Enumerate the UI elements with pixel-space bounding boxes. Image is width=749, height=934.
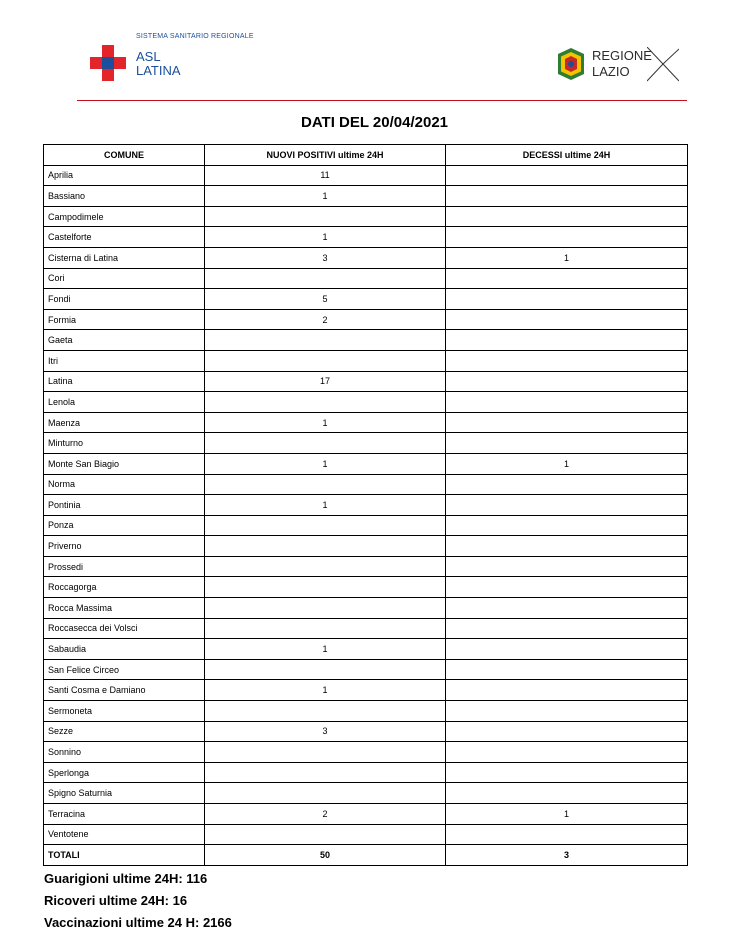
cell-decessi [446,350,688,371]
cell-decessi [446,268,688,289]
cell-comune: Monte San Biagio [44,453,205,474]
cell-nuovi-positivi [205,556,446,577]
ricoveri-summary: Ricoveri ultime 24H: 16 [44,893,188,908]
cell-nuovi-positivi [205,330,446,351]
cell-comune: Sonnino [44,742,205,763]
cell-comune: Spigno Saturnia [44,783,205,804]
cell-nuovi-positivi: 50 [205,845,446,866]
table-row [44,639,688,660]
cell-decessi [446,289,688,310]
cases-table [43,144,688,866]
cell-nuovi-positivi: 11 [205,165,446,186]
table-row [44,392,688,413]
cell-nuovi-positivi: 3 [205,247,446,268]
cell-nuovi-positivi [205,783,446,804]
table-row [44,165,688,186]
table-row [44,289,688,310]
cell-decessi [446,206,688,227]
table-row [44,412,688,433]
cell-comune: Cisterna di Latina [44,247,205,268]
cell-decessi [446,556,688,577]
cell-decessi [446,598,688,619]
cell-comune: Terracina [44,804,205,825]
cell-nuovi-positivi [205,598,446,619]
table-row [44,227,688,248]
cell-decessi [446,762,688,783]
cell-comune: Pontinia [44,495,205,516]
cell-decessi [446,495,688,516]
table-row [44,433,688,454]
cell-decessi [446,392,688,413]
table-row [44,824,688,845]
cell-nuovi-positivi [205,350,446,371]
cell-nuovi-positivi: 1 [205,680,446,701]
cell-decessi [446,824,688,845]
cell-comune: Minturno [44,433,205,454]
cell-nuovi-positivi [205,659,446,680]
cell-decessi [446,680,688,701]
cell-decessi [446,536,688,557]
table-row [44,186,688,207]
asl-name [136,50,181,78]
header-divider [77,100,687,101]
cell-comune: Prossedi [44,556,205,577]
cell-comune: San Felice Circeo [44,659,205,680]
lazio-line2: LAZIO [592,64,630,79]
cell-comune: Norma [44,474,205,495]
cell-nuovi-positivi [205,824,446,845]
cell-nuovi-positivi [205,762,446,783]
chevron-mark-icon [647,47,679,83]
table-row [44,268,688,289]
cell-decessi [446,433,688,454]
cell-comune: Bassiano [44,186,205,207]
cell-decessi [446,309,688,330]
asl-latina-logo [90,33,260,88]
cell-nuovi-positivi: 1 [205,186,446,207]
cell-decessi [446,721,688,742]
cell-nuovi-positivi: 3 [205,721,446,742]
table-row [44,742,688,763]
cell-decessi [446,701,688,722]
cell-comune: Rocca Massima [44,598,205,619]
cell-nuovi-positivi [205,577,446,598]
table-row [44,247,688,268]
table-row [44,330,688,351]
table-row [44,206,688,227]
cell-decessi [446,515,688,536]
cell-decessi [446,330,688,351]
cell-comune: Itri [44,350,205,371]
cell-decessi: 1 [446,453,688,474]
cell-comune: Sperlonga [44,762,205,783]
cell-comune: Latina [44,371,205,392]
cell-comune: Sabaudia [44,639,205,660]
cell-comune: Roccagorga [44,577,205,598]
asl-line2: LATINA [136,63,181,78]
cell-nuovi-positivi: 2 [205,309,446,330]
cell-decessi [446,412,688,433]
cell-comune: Formia [44,309,205,330]
cell-decessi [446,186,688,207]
cell-nuovi-positivi [205,742,446,763]
cell-comune: Gaeta [44,330,205,351]
cell-nuovi-positivi [205,701,446,722]
table-row [44,371,688,392]
cell-decessi [446,783,688,804]
cell-comune: Campodimele [44,206,205,227]
table-row [44,783,688,804]
cell-nuovi-positivi [205,618,446,639]
cell-comune: Castelforte [44,227,205,248]
column-header-decessi: DECESSI ultime 24H [446,145,688,166]
lazio-line1: REGIONE [592,48,652,63]
cell-nuovi-positivi: 1 [205,639,446,660]
cell-decessi [446,227,688,248]
cell-decessi [446,371,688,392]
cell-decessi [446,474,688,495]
asl-subtitle: SISTEMA SANITARIO REGIONALE [136,33,254,40]
table-row [44,577,688,598]
cell-comune: Sezze [44,721,205,742]
cell-decessi [446,577,688,598]
table-row [44,598,688,619]
cell-nuovi-positivi: 17 [205,371,446,392]
table-row [44,515,688,536]
cell-nuovi-positivi [205,206,446,227]
cell-decessi [446,742,688,763]
document-title: DATI DEL 20/04/2021 [300,114,449,131]
cell-comune: Ventotene [44,824,205,845]
table-row [44,309,688,330]
cell-nuovi-positivi [205,268,446,289]
table-row [44,721,688,742]
cell-decessi [446,659,688,680]
cell-decessi [446,165,688,186]
cell-decessi: 1 [446,247,688,268]
table-row [44,495,688,516]
cell-decessi: 3 [446,845,688,866]
table-row [44,701,688,722]
table-row [44,762,688,783]
cell-comune: Fondi [44,289,205,310]
cell-comune: Lenola [44,392,205,413]
total-row [44,845,688,866]
table-row [44,453,688,474]
regione-lazio-logo [555,45,680,85]
cell-nuovi-positivi: 2 [205,804,446,825]
column-header-nuovi-positivi: NUOVI POSITIVI ultime 24H [205,145,446,166]
regione-lazio-emblem-icon [555,47,587,81]
cell-decessi [446,639,688,660]
cell-decessi: 1 [446,804,688,825]
cell-decessi [446,618,688,639]
cell-comune: TOTALI [44,845,205,866]
cell-nuovi-positivi [205,474,446,495]
table-row [44,804,688,825]
cell-comune: Ponza [44,515,205,536]
table-row [44,680,688,701]
cell-comune: Aprilia [44,165,205,186]
vaccinazioni-summary: Vaccinazioni ultime 24 H: 2166 [44,915,232,930]
cell-comune: Maenza [44,412,205,433]
cell-nuovi-positivi [205,392,446,413]
cell-nuovi-positivi: 1 [205,495,446,516]
column-header-comune: COMUNE [44,145,205,166]
table-row [44,659,688,680]
guarigioni-summary: Guarigioni ultime 24H: 116 [44,871,208,886]
cell-comune: Cori [44,268,205,289]
cell-nuovi-positivi: 5 [205,289,446,310]
cell-nuovi-positivi [205,433,446,454]
regione-lazio-text [592,48,652,80]
table-row [44,474,688,495]
table-row [44,618,688,639]
table-row [44,350,688,371]
cell-comune: Santi Cosma e Damiano [44,680,205,701]
cell-nuovi-positivi [205,515,446,536]
red-cross-icon [90,45,126,81]
cell-comune: Priverno [44,536,205,557]
asl-line1: ASL [136,49,161,64]
cell-nuovi-positivi: 1 [205,412,446,433]
table-row [44,536,688,557]
cell-nuovi-positivi: 1 [205,453,446,474]
table-header-row [44,145,688,166]
table-row [44,556,688,577]
cell-nuovi-positivi [205,536,446,557]
cell-comune: Sermoneta [44,701,205,722]
cell-nuovi-positivi: 1 [205,227,446,248]
cell-comune: Roccasecca dei Volsci [44,618,205,639]
